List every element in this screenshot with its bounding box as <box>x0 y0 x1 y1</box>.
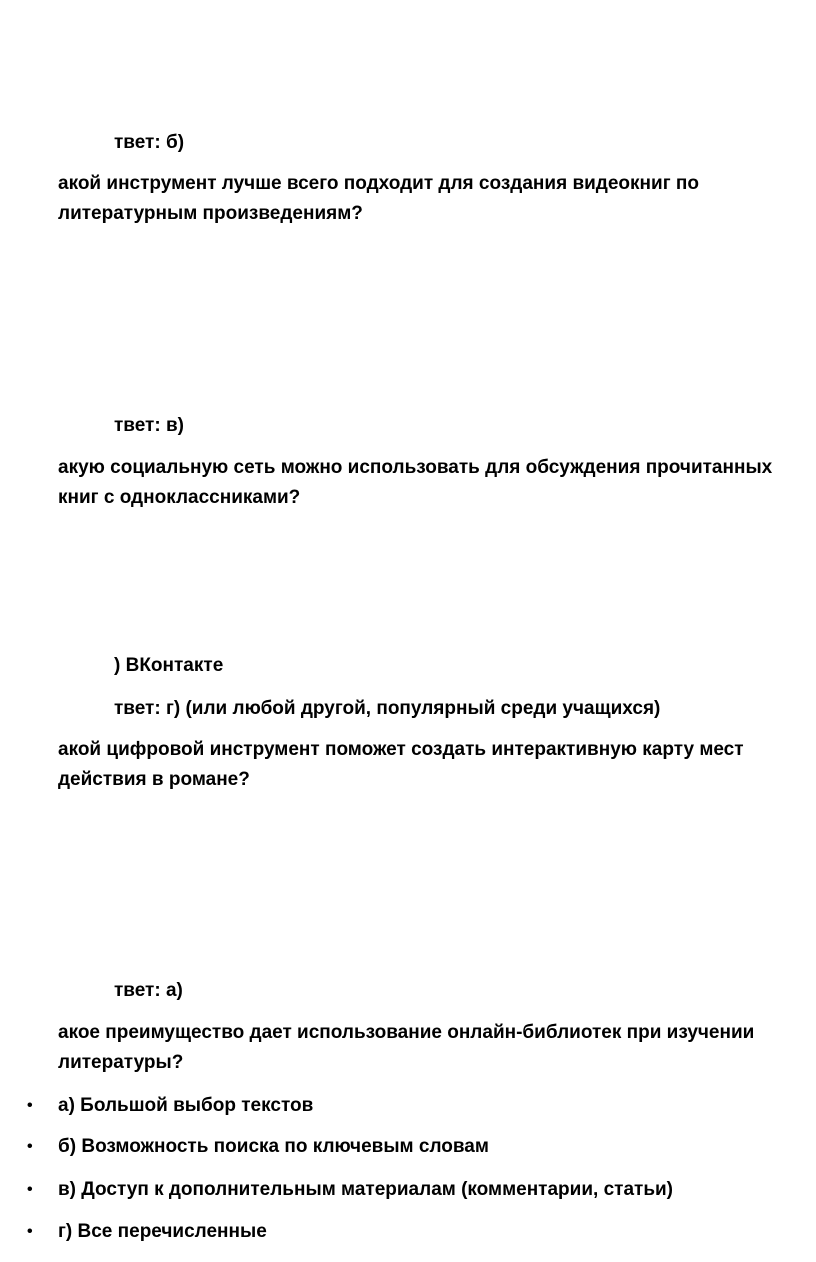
option-v: в) Доступ к дополнительным материалам (комментарии, статьи) <box>58 1179 674 1200</box>
bullet-icon: • <box>27 1223 33 1240</box>
bullet-icon: • <box>27 1181 33 1198</box>
bullet-icon: • <box>27 1097 33 1114</box>
option-a: а) Большой выбор текстов <box>58 1095 314 1116</box>
answer-4: твет: а) <box>114 980 183 1001</box>
question-1: акой инструмент лучше всего подходит для создания видеокниг по литературным произведениям? <box>58 173 699 224</box>
bullet-icon: • <box>27 1138 33 1155</box>
question-3: акой цифровой инструмент поможет создать интерактивную карту мест действия в романе? <box>58 739 744 790</box>
option-b: б) Возможность поиска по ключевым словам <box>58 1136 489 1157</box>
answer-3: твет: г) (или любой другой, популярный среди учащихся) <box>114 698 661 719</box>
option-g: г) Все перечисленные <box>58 1221 267 1242</box>
question-4: акое преимущество дает использование онлайн-библиотек при изучении литературы? <box>58 1022 755 1073</box>
answer-2: твет: в) <box>114 415 184 436</box>
question-2: акую социальную сеть можно использовать для обсуждения прочитанных книг с одноклассниками? <box>58 457 773 508</box>
option-vk: ) ВКонтакте <box>114 655 224 676</box>
answer-1: твет: б) <box>114 132 185 153</box>
